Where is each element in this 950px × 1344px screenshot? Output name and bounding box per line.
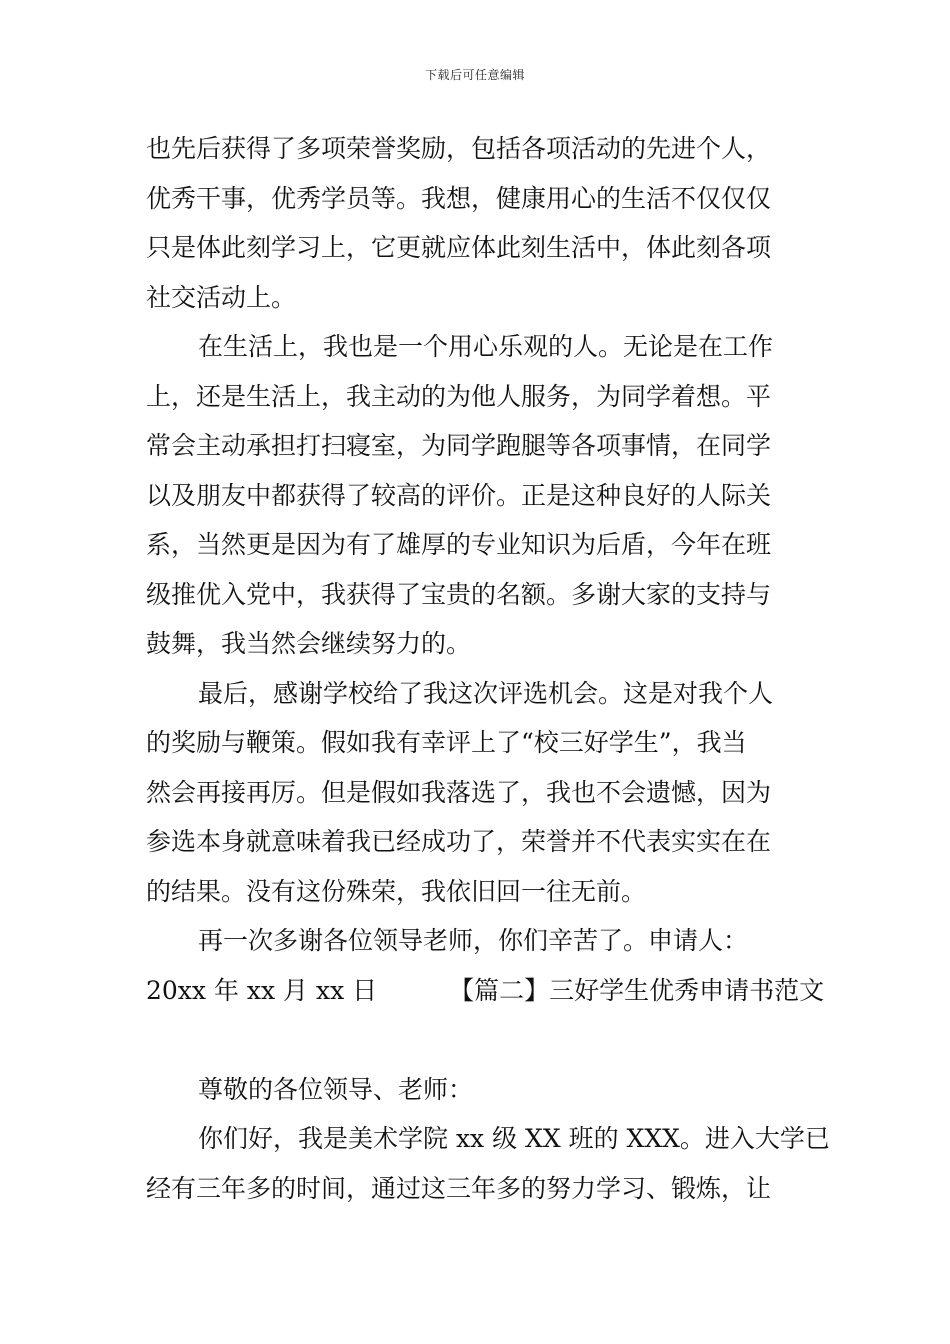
text-line: 只是体此刻学习上，它更就应体此刻生活中，体此刻各项: [146, 233, 772, 262]
text-line: 上，还是生活上，我主动的为他人服务，为同学着想。平: [146, 381, 772, 411]
date-and-section-line: [146, 966, 825, 1016]
text-line: 以及朋友中都获得了较高的评价。正是这种良好的人际关: [146, 480, 772, 510]
text-line: 然会再接再厉。但是假如我落选了，我也不会遗憾，因为: [146, 777, 772, 807]
text-line: 你们好，我是美术学院 xx 级 XX 班的 XXX。进入大学已: [198, 1124, 830, 1153]
salutation: 尊敬的各位领导、老师：: [198, 1074, 474, 1104]
text-line: 优秀干事，优秀学员等。我想，健康用心的生活不仅仅仅: [146, 183, 772, 213]
text-line: 常会主动承担打扫寝室，为同学跑腿等各项事情，在同学: [146, 431, 772, 460]
section-title: 【篇二】三好学生优秀申请书范文: [449, 975, 825, 1005]
text-line: 再一次多谢各位领导老师，你们辛苦了。申请人：: [198, 926, 749, 955]
text-line: 经有三年多的时间，通过这三年多的努力学习、锻炼，让: [146, 1173, 772, 1203]
text-line: 级推优入党中，我获得了宝贵的名额。多谢大家的支持与: [146, 579, 772, 609]
text-line: 社交活动上。: [146, 282, 297, 312]
application-date: 20xx 年 xx 月 xx 日: [146, 975, 378, 1005]
blank-line: [146, 1015, 810, 1065]
document-body: [146, 124, 830, 1213]
text-line: 最后，感谢学校给了我这次评选机会。这是对我个人: [198, 678, 774, 708]
text-line: 的结果。没有这份殊荣，我依旧回一往无前。: [146, 876, 647, 906]
text-line: 也先后获得了多项荣誉奖励，包括各项活动的先进个人，: [146, 134, 772, 163]
text-line: 系，当然更是因为有了雄厚的专业知识为后盾，今年在班: [146, 530, 772, 559]
page-header: 下载后可任意编辑: [424, 68, 525, 82]
text-line: 的奖励与鞭策。假如我有幸评上了“校三好学生”，我当: [146, 728, 747, 757]
text-line: 在生活上，我也是一个用心乐观的人。无论是在工作: [198, 332, 774, 361]
text-line: 鼓舞，我当然会继续努力的。: [146, 629, 472, 658]
text-line: 参选本身就意味着我已经成功了，荣誉并不代表实实在在: [146, 827, 772, 856]
